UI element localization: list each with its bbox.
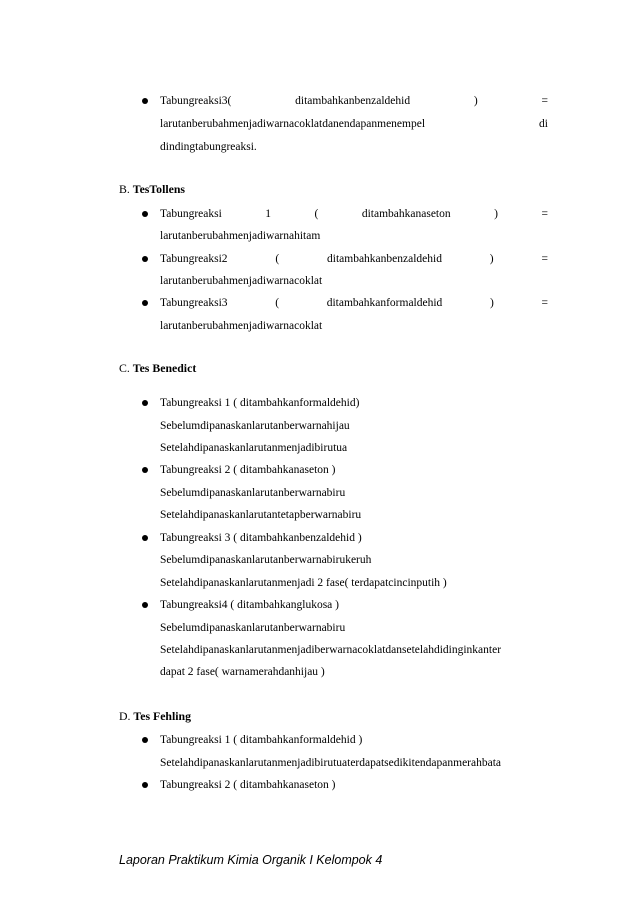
text-part: = (541, 208, 548, 220)
bullet-icon (142, 400, 148, 406)
text-part: Tabungreaksi (160, 208, 222, 220)
text-part: = (541, 95, 548, 107)
bullet-icon (142, 211, 148, 217)
bullet-icon (142, 467, 148, 473)
bullet-icon (142, 300, 148, 306)
text-part: Tabungreaksi3 (160, 297, 228, 309)
section-b-heading (119, 182, 185, 196)
section-letter: B. (119, 182, 130, 196)
section-title: Tes Benedict (132, 361, 197, 375)
bullet-icon (142, 535, 148, 541)
list-item-tabung3-line1 (160, 94, 548, 108)
text-part: ) (489, 297, 494, 309)
benedict-item-1: Tabungreaksi 1 ( ditambahkanformaldehid) (160, 397, 360, 409)
text-part: 1 (265, 208, 272, 220)
tollens-item-1-line2: larutanberubahmenjadiwarnahitam (160, 230, 321, 242)
tollens-item-3-line2: larutanberubahmenjadiwarnacoklat (160, 320, 323, 332)
text-part: ) (494, 208, 498, 220)
bullet-icon (142, 737, 148, 743)
text-part: di (539, 118, 548, 130)
benedict-item-4-before: Sebelumdipanaskanlarutanberwarnabiru (160, 622, 346, 634)
bullet-icon (142, 256, 148, 262)
page-footer: Laporan Praktikum Kimia Organik I Kelompok 4 (119, 853, 383, 867)
benedict-item-3: Tabungreaksi 3 ( ditambahkanbenzaldehid ) (160, 532, 362, 544)
text-part: ) (489, 253, 494, 265)
benedict-item-4-after: Setelahdipanaskanlarutanmenjadiberwarnacoklatdansetelahdidinginkanter (160, 644, 502, 656)
benedict-item-4-after-cont: dapat 2 fase( warnamerahdanhijau ) (160, 666, 325, 678)
benedict-item-4: Tabungreaksi4 ( ditambahkanglukosa ) (160, 599, 339, 611)
section-letter: C. (119, 361, 130, 375)
bullet-icon (142, 602, 148, 608)
text-part: ditambahkanbenzaldehid (327, 253, 442, 265)
text-part: ) (473, 95, 478, 107)
text-part: ( (275, 297, 280, 309)
tollens-item-3-line1 (160, 296, 548, 310)
text-part: ( (275, 253, 280, 265)
text-part: ( (314, 208, 319, 220)
text-part: ditambahkanformaldehid (326, 297, 443, 309)
text-part: = (541, 253, 548, 265)
benedict-item-3-before: Sebelumdipanaskanlarutanberwarnabirukeruh (160, 554, 372, 566)
text-part: larutanberubahmenjadiwarnacoklatdanendapanmenempel (160, 118, 426, 130)
list-item-tabung3-line3: dindingtabungreaksi. (160, 141, 257, 153)
text-part: ditambahkanbenzaldehid (295, 95, 411, 107)
text-part: Tabungreaksi3( (160, 95, 232, 107)
tollens-item-1-line1 (160, 207, 548, 221)
benedict-item-1-after: Setelahdipanaskanlarutanmenjadibirutua (160, 442, 348, 454)
text-part: = (541, 297, 548, 309)
text-part: ditambahkanaseton (361, 208, 451, 220)
section-d-heading (119, 709, 191, 723)
section-c-heading (119, 361, 196, 375)
section-letter: D. (119, 709, 131, 723)
fehling-item-1: Tabungreaksi 1 ( ditambahkanformaldehid ) (160, 734, 363, 746)
fehling-item-1-after: Setelahdipanaskanlarutanmenjadibirutuaterdapatsedikitendapanmerahbata (160, 757, 502, 769)
section-title: Tes Fehling (133, 709, 192, 723)
tollens-item-2-line1 (160, 252, 548, 266)
bullet-icon (142, 98, 148, 104)
tollens-item-2-line2: larutanberubahmenjadiwarnacoklat (160, 275, 323, 287)
benedict-item-3-after: Setelahdipanaskanlarutanmenjadi 2 fase( terdapatcincinputih ) (160, 577, 447, 589)
benedict-item-2: Tabungreaksi 2 ( ditambahkanaseton ) (160, 464, 336, 476)
benedict-item-2-after: Setelahdipanaskanlarutantetapberwarnabiru (160, 509, 362, 521)
bullet-icon (142, 782, 148, 788)
benedict-item-1-before: Sebelumdipanaskanlarutanberwarnahijau (160, 420, 350, 432)
fehling-item-2: Tabungreaksi 2 ( ditambahkanaseton ) (160, 779, 336, 791)
list-item-tabung3-line2 (160, 117, 548, 131)
text-part: Tabungreaksi2 (160, 253, 228, 265)
benedict-item-2-before: Sebelumdipanaskanlarutanberwarnabiru (160, 487, 346, 499)
section-title: TesTollens (132, 182, 186, 196)
